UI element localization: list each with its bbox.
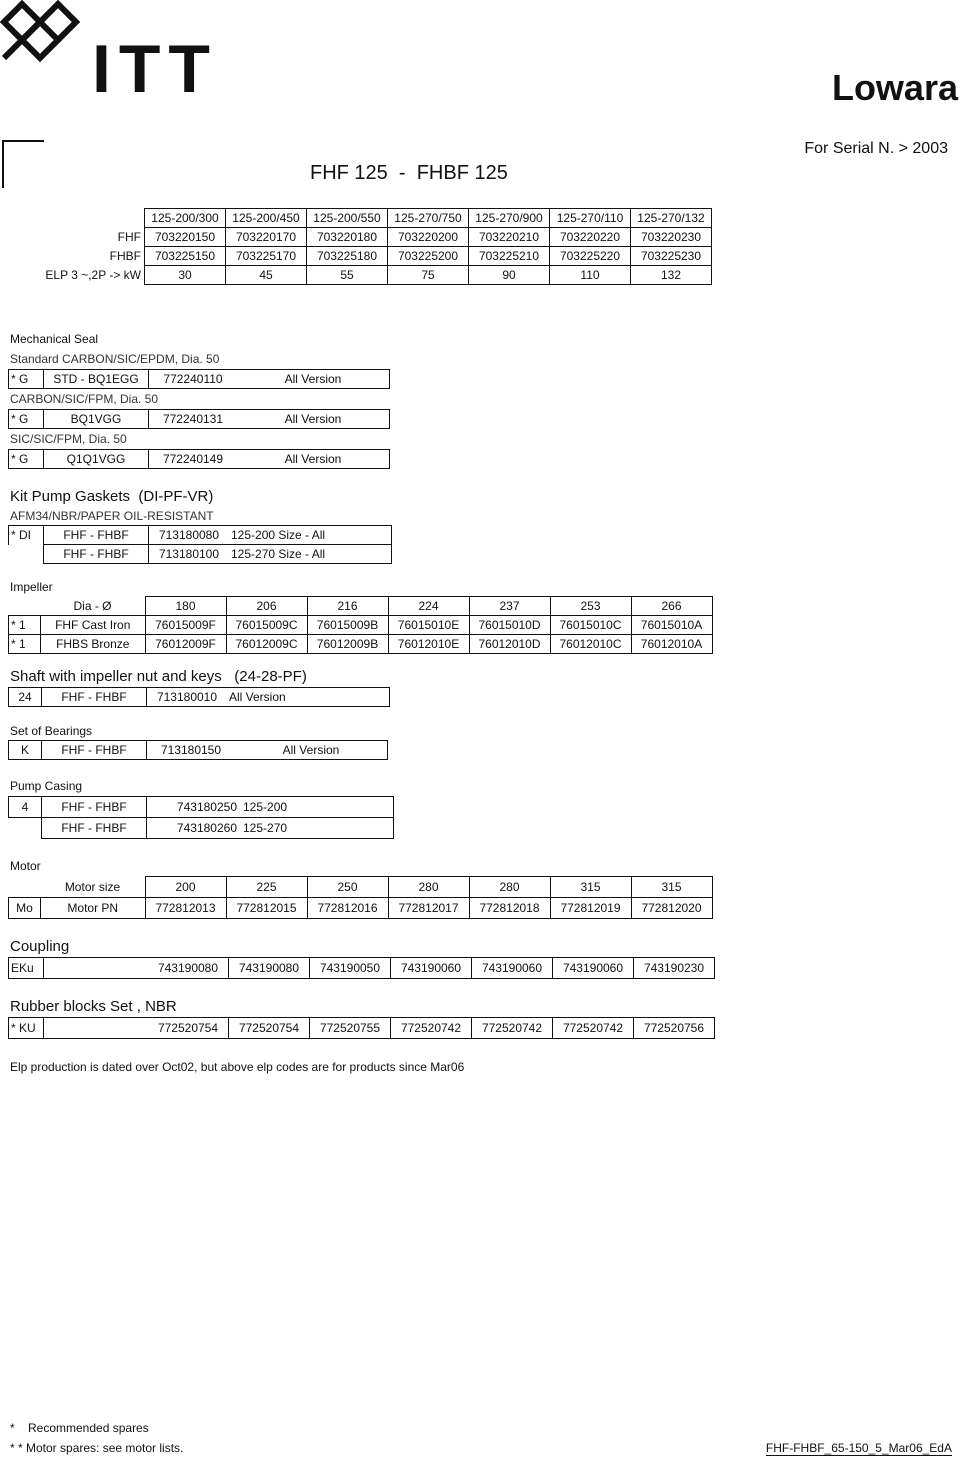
- table-cell: All Version: [235, 741, 388, 760]
- table-cell: 76012009B: [307, 635, 388, 654]
- table-cell: 75: [388, 266, 469, 285]
- table-cell: 703220230: [631, 228, 712, 247]
- table-cell: 772520742: [391, 1018, 472, 1039]
- table-cell: 216: [307, 597, 388, 616]
- table-cell: 772520754: [148, 1018, 229, 1039]
- table-cell: 772240149: [149, 450, 238, 469]
- table-cell: 772812018: [469, 897, 550, 918]
- table-cell: 772240110: [149, 370, 238, 389]
- table-row: [9, 450, 390, 469]
- table-cell: 703220200: [388, 228, 469, 247]
- table-cell: * DI: [9, 526, 44, 545]
- table-cell: 703220210: [469, 228, 550, 247]
- table-cell: 703225230: [631, 247, 712, 266]
- table-cell: 743180260: [147, 818, 242, 839]
- table-cell: 76012010A: [631, 635, 712, 654]
- shaft-code: (24-28-PF): [234, 668, 307, 685]
- table-cell: 125-200 Size - All: [229, 526, 392, 545]
- table-cell: 225: [226, 877, 307, 898]
- table-cell: 703220170: [226, 228, 307, 247]
- table-row: [10, 266, 712, 285]
- table-cell: 76015009B: [307, 616, 388, 635]
- table-cell: K: [9, 741, 42, 760]
- shaft-table: [8, 687, 390, 707]
- table-cell: * 1: [9, 616, 41, 635]
- table-cell: 76012010D: [469, 635, 550, 654]
- table-row: [9, 545, 392, 564]
- table-cell: 713180080: [149, 526, 230, 545]
- table-row: [9, 597, 713, 616]
- shaft-heading: Shaft with impeller nut and keys (24-28-PF): [10, 668, 307, 685]
- table-cell: FHF - FHBF: [42, 688, 147, 707]
- table-cell: 76012010C: [550, 635, 631, 654]
- table-cell: 76015010C: [550, 616, 631, 635]
- impeller-table: [8, 596, 713, 654]
- table-cell: [9, 818, 42, 839]
- table-cell: Mo: [9, 897, 41, 918]
- table-cell: 4: [9, 797, 42, 818]
- table-cell: 703220150: [145, 228, 226, 247]
- table-cell: 110: [550, 266, 631, 285]
- company-name: ITT: [92, 31, 218, 107]
- table-cell: EKu: [9, 958, 44, 979]
- table-cell: [9, 877, 41, 898]
- table-cell: 125-270/132: [631, 209, 712, 228]
- table-cell: 743190080: [229, 958, 310, 979]
- table-cell: [9, 545, 44, 564]
- table-cell: 250: [307, 877, 388, 898]
- impeller-heading: Impeller: [10, 580, 53, 594]
- table-row: [10, 228, 712, 247]
- table-cell: FHF Cast Iron: [41, 616, 146, 635]
- table-cell: 703225170: [226, 247, 307, 266]
- table-row: [9, 526, 392, 545]
- table-cell: 76012009F: [145, 635, 226, 654]
- table-cell: 743180250: [147, 797, 242, 818]
- corner-bracket: [2, 140, 44, 188]
- table-cell: All Version: [237, 370, 390, 389]
- gaskets-code: (DI-PF-VR): [138, 488, 214, 505]
- table-cell: 125-200: [241, 797, 394, 818]
- table-cell: 772520755: [310, 1018, 391, 1039]
- table-row: [9, 370, 390, 389]
- table-row: [10, 247, 712, 266]
- table-row: [9, 688, 390, 707]
- table-cell: 743190230: [634, 958, 715, 979]
- table-row: [9, 1018, 715, 1039]
- table-cell: 200: [145, 877, 226, 898]
- seal-caption-2: CARBON/SIC/FPM, Dia. 50: [10, 392, 159, 406]
- table-cell: All Version: [227, 688, 390, 707]
- table-row: [9, 635, 713, 654]
- table-row: [9, 741, 388, 760]
- table-cell: FHF: [117, 230, 141, 244]
- footer-motor-spares: * * Motor spares: see motor lists.: [10, 1441, 184, 1455]
- table-cell: 76012010E: [388, 635, 469, 654]
- table-cell: 280: [469, 877, 550, 898]
- table-row: [9, 410, 390, 429]
- table-cell: Motor PN: [41, 897, 146, 918]
- table-cell: * 1: [9, 635, 41, 654]
- table-cell: FHF - FHBF: [42, 797, 147, 818]
- table-cell: 237: [469, 597, 550, 616]
- table-cell: 315: [550, 877, 631, 898]
- footer-recommended: * Recommended spares: [10, 1421, 149, 1435]
- table-cell: 703225150: [145, 247, 226, 266]
- gaskets-table: [8, 525, 392, 564]
- table-cell: 713180100: [149, 545, 230, 564]
- table-cell: 125-270/900: [469, 209, 550, 228]
- models-table: [10, 208, 712, 285]
- table-cell: 76015009C: [226, 616, 307, 635]
- table-cell: * KU: [9, 1018, 44, 1039]
- table-cell: 45: [226, 266, 307, 285]
- page-title: FHF 125 - FHBF 125: [310, 162, 508, 184]
- table-row: [9, 897, 713, 918]
- table-cell: 55: [307, 266, 388, 285]
- table-cell: 315: [631, 877, 712, 898]
- table-cell: [44, 958, 149, 979]
- coupling-heading: Coupling: [10, 938, 70, 955]
- table-cell: 125-200/550: [307, 209, 388, 228]
- table-cell: 772240131: [149, 410, 238, 429]
- table-cell: FHF - FHBF: [44, 526, 149, 545]
- table-cell: 125-270: [241, 818, 394, 839]
- table-cell: FHBS Bronze: [41, 635, 146, 654]
- table-cell: Dia - Ø: [73, 598, 112, 613]
- table-cell: 772812019: [550, 897, 631, 918]
- table-cell: [10, 209, 145, 228]
- table-cell: 743190060: [391, 958, 472, 979]
- seal-table-2: [8, 409, 390, 429]
- table-cell: * G: [9, 370, 44, 389]
- table-cell: 743190050: [310, 958, 391, 979]
- table-cell: 713180150: [147, 741, 236, 760]
- table-cell: 703225210: [469, 247, 550, 266]
- table-cell: 76015010A: [631, 616, 712, 635]
- table-cell: All Version: [237, 410, 390, 429]
- table-cell: 125-270/110: [550, 209, 631, 228]
- table-cell: 743190060: [553, 958, 634, 979]
- table-cell: 280: [388, 877, 469, 898]
- table-cell: 132: [631, 266, 712, 285]
- table-cell: 125-270/750: [388, 209, 469, 228]
- table-cell: 24: [9, 688, 42, 707]
- table-cell: 703220180: [307, 228, 388, 247]
- casing-table: [8, 796, 394, 839]
- table-cell: [44, 1018, 149, 1039]
- table-cell: All Version: [237, 450, 390, 469]
- gaskets-caption: AFM34/NBR/PAPER OIL-RESISTANT: [10, 509, 214, 523]
- table-cell: 772812020: [631, 897, 712, 918]
- table-cell: 90: [469, 266, 550, 285]
- table-cell: BQ1VGG: [44, 410, 149, 429]
- table-cell: 772812017: [388, 897, 469, 918]
- seal-table-3: [8, 449, 390, 469]
- serial-note: For Serial N. > 2003: [804, 140, 948, 157]
- table-cell: 703225200: [388, 247, 469, 266]
- table-row: [10, 209, 712, 228]
- table-cell: 206: [226, 597, 307, 616]
- table-cell: 772520756: [634, 1018, 715, 1039]
- table-cell: 76015009F: [145, 616, 226, 635]
- itt-logo-mark: [0, 0, 80, 80]
- table-cell: FHF - FHBF: [42, 741, 147, 760]
- bearings-table: [8, 740, 388, 760]
- gaskets-heading: Kit Pump Gaskets (DI-PF-VR): [10, 488, 214, 505]
- table-cell: [9, 597, 41, 616]
- table-row: [9, 958, 715, 979]
- table-cell: STD - BQ1EGG: [44, 370, 149, 389]
- table-cell: 76012009C: [226, 635, 307, 654]
- table-row: [9, 797, 394, 818]
- table-cell: 772520754: [229, 1018, 310, 1039]
- table-cell: 772520742: [553, 1018, 634, 1039]
- table-cell: 743190060: [472, 958, 553, 979]
- table-cell: FHF - FHBF: [44, 545, 149, 564]
- table-cell: Motor size: [41, 877, 146, 898]
- table-cell: FHF - FHBF: [42, 818, 147, 839]
- table-cell: 713180010: [147, 688, 228, 707]
- table-cell: 180: [145, 597, 226, 616]
- bearings-heading: Set of Bearings: [10, 724, 93, 738]
- table-row: [9, 877, 713, 898]
- table-cell: 703225180: [307, 247, 388, 266]
- seal-table-1: [8, 369, 390, 389]
- table-cell: 76015010E: [388, 616, 469, 635]
- motor-heading: Motor: [10, 859, 41, 873]
- table-cell: ELP 3 ~,2P -> kW: [45, 268, 141, 282]
- mech-seal-heading: Mechanical Seal: [10, 332, 99, 346]
- table-cell: 76015010D: [469, 616, 550, 635]
- table-cell: 772520742: [472, 1018, 553, 1039]
- table-cell: 772812013: [145, 897, 226, 918]
- rubber-table: [8, 1017, 715, 1039]
- table-cell: Q1Q1VGG: [44, 450, 149, 469]
- seal-caption-3: SIC/SIC/FPM, Dia. 50: [10, 432, 127, 446]
- table-row: [9, 818, 394, 839]
- table-row: [9, 616, 713, 635]
- table-cell: 30: [145, 266, 226, 285]
- brand-name: Lowara: [831, 67, 958, 108]
- table-cell: 125-200/450: [226, 209, 307, 228]
- table-cell: 743190080: [148, 958, 229, 979]
- table-cell: 772812016: [307, 897, 388, 918]
- rubber-heading: Rubber blocks Set , NBR: [10, 998, 177, 1015]
- seal-caption-1: Standard CARBON/SIC/EPDM, Dia. 50: [10, 352, 220, 366]
- table-cell: 224: [388, 597, 469, 616]
- production-note: Elp production is dated over Oct02, but above elp codes are for products since Mar06: [10, 1060, 465, 1074]
- table-cell: * G: [9, 450, 44, 469]
- table-cell: 125-270 Size - All: [229, 545, 392, 564]
- table-cell: 266: [631, 597, 712, 616]
- table-cell: 772812015: [226, 897, 307, 918]
- casing-heading: Pump Casing: [10, 779, 83, 793]
- coupling-table: [8, 957, 715, 979]
- motor-table: [8, 876, 713, 919]
- footer-doc-code: FHF-FHBF_65-150_5_Mar06_EdA: [765, 1441, 952, 1455]
- table-cell: 703225220: [550, 247, 631, 266]
- table-cell: 125-200/300: [145, 209, 226, 228]
- table-cell: 253: [550, 597, 631, 616]
- table-cell: 703220220: [550, 228, 631, 247]
- table-cell: * G: [9, 410, 44, 429]
- table-cell: FHBF: [109, 249, 141, 263]
